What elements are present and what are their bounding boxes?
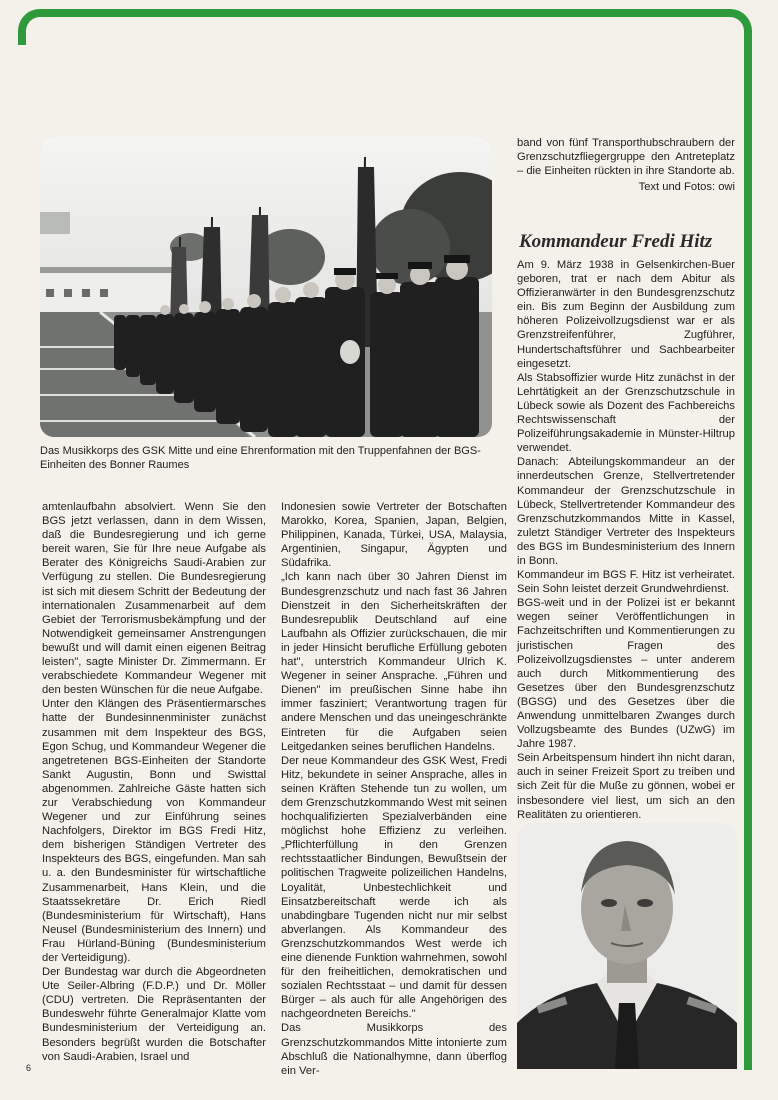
ceremony-photo: [40, 137, 492, 437]
article-column-1: [42, 500, 266, 1064]
page-number: 6: [26, 1063, 32, 1073]
profile-column: [517, 258, 735, 822]
ceremony-photo-image: [40, 137, 492, 437]
paragraph: Kommandeur im BGS F. Hitz ist verheiratet. Sein Sohn leistet derzeit Grundwehrdienst.: [517, 569, 735, 596]
paragraph: Am 9. März 1938 in Gelsenkirchen-Buer geboren, trat er nach dem Abitur als Offizieranwärter in den Bundesgrenzschutz ein. Bis zum Beginn der Ausbildung zum höheren Polizeivollzugsdienst war er als Grenzstreifenführer, Zugführer, Hundertschaftsführer und Sachbearbeiter eingesetzt.: [517, 259, 735, 370]
paragraph: BGS-weit und in der Polizei ist er bekannt wegen seiner Veröffentlichungen in Fachzeitschriften und Kommentierungen zu juristischen Fragen des Polizeivollzugsdienstes – unter anderem auch durch Mitkommentierung des Gesetzes über den Bundesgrenzschutz (BGSG) und des Gesetzes über die Anwendung unmittelbaren Zwanges durch Vollzugsbeamte des Bundes (UZwG) im Jahre 1987.: [517, 597, 735, 751]
paragraph: Sein Arbeitspensum hindert ihn nicht daran, auch in seiner Freizeit Sport zu treiben und sich Zeit für die Muße zu gönnen, wobei er insbesondere viel liest, um sich an den Realitäten zu orientieren.: [517, 752, 735, 821]
photo-caption: Das Musikkorps des GSK Mitte und eine Ehrenformation mit den Truppenfahnen der BGS-Einheiten des Bonner Raumes: [40, 445, 481, 471]
paragraph: Danach: Abteilungskommandeur an der innerdeutschen Grenze, Stellvertretender Kommandeur der Grenzschutzschule in Lübeck, Stellvertretender Kommandeur des Grenzschutzkommandos Mitte in Kassel, zuletzt Ständiger Vertreter des Inspekteurs des BGS im Bundesministerium des Innern in Bonn.: [517, 456, 735, 567]
paragraph: Indonesien sowie Vertreter der Botschaften Marokko, Korea, Spanien, Japan, Belgien, Philippinen, Kanada, Türkei, USA, Malaysia, Argentinien, Singapur, Ägypten und Südafrika.: [281, 501, 507, 570]
portrait-image: [517, 823, 737, 1069]
article-column-2: [281, 500, 507, 1078]
paragraph: Der neue Kommandeur des GSK West, Fredi Hitz, bekundete in seiner Ansprache, alles in seinen Kräften Stehende tun zu wollen, um dem Grenzschutzkommando West mit seinen hochqualifizierten Spezialverbänden eine möglichst hohe Effizienz zu verleihen. „Pflichterfüllung in den Grenzen rechtsstaatlicher Bindungen, Bewußtsein der politischen Tragweite polizeilichen Handelns, Loyalität, Unbestechlichkeit und Einsatzbereitschaft werde ich als unabdingbare Tugenden nicht nur mir selbst abverlangen. Als Kommandeur des Grenzschutzkommandos West werde ich eine dienende Funktion wahrnehmen, sowohl für den freiheitlichen, demokratischen und sozialen Rechtsstaat – und damit für dessen Bürger – als auch für alle Angehörigen des nachgeordneten Bereichs.": [281, 754, 507, 1021]
paragraph: band von fünf Transporthubschraubern der Grenzschutzfliegergruppe den Antreteplatz – die Einheiten rückten in ihre Standorte ab.: [517, 137, 735, 178]
paragraph: Als Stabsoffizier wurde Hitz zunächst in der Lehrtätigkeit an der Grenzschutzschule in Lübeck sowie als Dozent des Fachbereichs Rechtswissenschaft der Polizeiführungsakademie in Münster-Hiltrup verwendet.: [517, 371, 735, 455]
paragraph: amtenlaufbahn absolviert. Wenn Sie den BGS jetzt verlassen, dann in dem Wissen, daß die Bundesregierung und ich gerne bereit waren, Sie für Ihre neue Aufgabe als Berater des Königreichs Saudi-Arabien zur Verfügung zu stellen. Die Bundesregierung ist sich mit diesem Schritt der Bedeutung der internationalen Zusammenarbeit auf dem Gebiet der Terrorismusbekämpfung und der Notwendigkeit gemeinsamer Anstrengungen bewußt und will damit einen eigenen Beitrag leisten", sagte Minister Dr. Zimmermann. Er verabschiedete Kommandeur Wegener mit den besten Wünschen für die neue Aufgabe.: [42, 501, 266, 697]
paragraph: Das Musikkorps des Grenzschutzkommandos Mitte intonierte zum Abschluß die Nationalhymne, dann überflog ein Ver-: [281, 1022, 507, 1077]
profile-heading: Kommandeur Fredi Hitz: [519, 231, 713, 252]
green-frame-top: [18, 9, 752, 45]
portrait-photo: [517, 823, 737, 1069]
paragraph: „Ich kann nach über 30 Jahren Dienst im Bundesgrenzschutz und nach fast 36 Jahren Dienstzeit in den Sicherheitskräften der Bundesrepublik Deutschland auf eine Laufbahn als Offizier zurückschauen, die mir in jeder Hinsicht berufliche Erfüllung geboten hat", unterstrich Kommandeur Ulrich K. Wegener in seiner Ansprache. „Führen und Dienen" im preußischen Sinne habe ihn immer fasziniert; Verantwortung tragen für andere Menschen und das uneingeschränkte Eintreten für die Aufgaben seien Leitgedanken seines beruflichen Handelns.: [281, 571, 507, 753]
paragraph: Unter den Klängen des Präsentiermarsches hatte der Bundesinnenminister zunächst zusammen mit dem Inspekteur des BGS, Egon Schug, und Kommandeur Wegener die angetretenen BGS-Einheiten der Standorte Sankt Augustin, Bonn und Swisttal abgenommen. Zahlreiche Gäste hatten sich zur Verabschiedung von Kommandeur Wegener und zur Einführung seines Nachfolgers, Direktor im BGS Fredi Hitz, dem bisherigen Ständigen Vertreter des Inspekteurs des BGS, eingefunden. Man sah u. a. den Bundesminister für wirtschaftliche Zusammenarbeit, Hans Klein, und die Staatssekretäre Dr. Erich Riedl (Bundesministerium für Wirtschaft), Hans Neusel (Bundesministerium des Innern) und Frau Hürland-Büning (Bundesministerium der Verteidigung).: [42, 698, 266, 964]
article-column-3-top: [517, 136, 735, 194]
green-frame-right: [744, 40, 752, 1070]
photo-credit: Text und Fotos: owi: [638, 181, 735, 194]
paragraph: Der Bundestag war durch die Abgeordneten Ute Seiler-Albring (F.D.P.) und Dr. Möller (CDU) vertreten. Die Repräsentanten der Bundeswehr führte Generalmajor Klatte vom Bundesministerium der Verteidigung an. Besonders begrüßt wurden die Botschafter von Saudi-Arabien, Israel und: [42, 966, 266, 1063]
